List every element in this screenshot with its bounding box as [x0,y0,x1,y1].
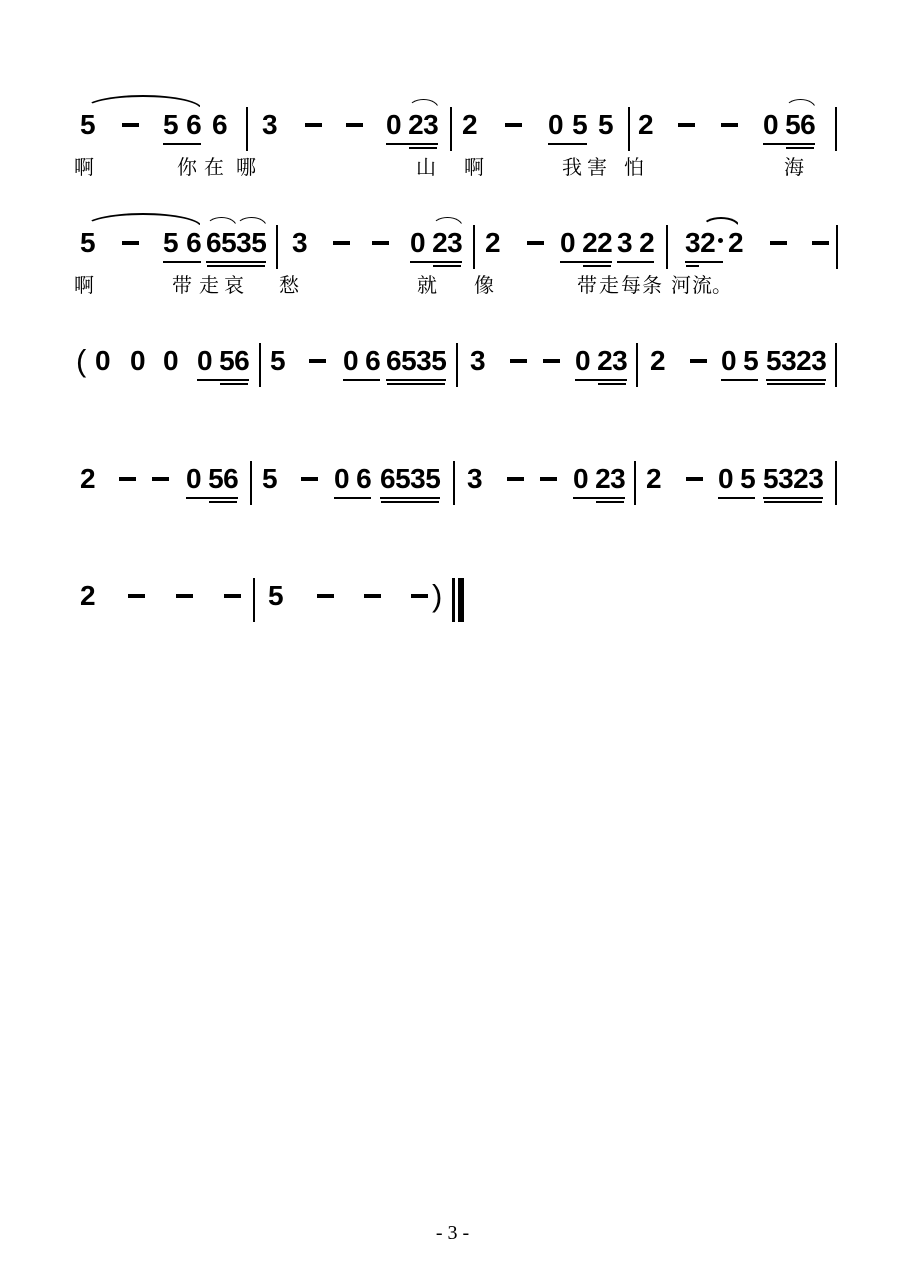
lyric-syllable: 害 [587,157,607,179]
beamed-group [206,228,266,258]
rest-dash [333,241,350,245]
rest-dash-beat [301,464,318,494]
note: 23 [432,227,463,258]
note: 2 [80,580,96,611]
barline [456,343,458,387]
beamed-group [163,228,201,258]
note: 5 [598,109,614,140]
lyric-syllable: 在 [204,157,224,179]
beamed-group [206,228,266,258]
barline [835,461,837,505]
note-spacer [201,487,208,488]
beamed-group [343,346,380,376]
rest-dash-beat [309,346,326,376]
note: 2 [650,345,666,376]
beamed-group [721,346,758,376]
score-line [0,578,905,691]
slurred-group [236,228,266,258]
note-group [560,228,612,258]
note-group [766,346,826,376]
note-spacer [778,133,785,134]
rest-dash [527,241,544,245]
note: 2 [462,109,478,140]
note-group [763,464,823,494]
note: 6 [186,109,202,140]
note-group [548,110,587,140]
note: 0 [718,463,734,494]
note: 6 [365,345,381,376]
beamed-group [582,228,612,258]
note-spacer [349,487,356,488]
beamed-group [410,228,462,258]
lyric-syllable: 河 [671,275,691,297]
barline [473,225,475,269]
note-group [197,346,249,376]
lyric-syllable: 愁 [279,275,299,297]
beamed-group [766,346,826,376]
note: 5323 [763,463,824,494]
rest-dash-beat [224,581,241,611]
note-spacer [590,369,597,370]
beamed-group [763,464,823,494]
note-spacer [588,487,595,488]
rest-dash-beat [543,346,560,376]
note-group [410,228,462,258]
note: 23 [597,345,628,376]
lyric-syllable: 条 [642,275,662,297]
slurred-group [432,228,462,258]
note: 0 [763,109,779,140]
barline [836,225,838,269]
rest-dash [364,594,381,598]
barline [835,343,837,387]
rest-dash [176,594,193,598]
rest-dash [372,241,389,245]
note: 3 [470,345,486,376]
rest-dash [812,241,829,245]
note: 0 [186,463,202,494]
note: 56 [785,109,816,140]
beamed-group [560,228,612,258]
note: 5 [572,109,588,140]
beamed-group [763,464,823,494]
beamed-group [186,464,238,494]
rest-dash-beat [346,110,363,140]
note-spacer [632,251,639,252]
lyric-syllable: 怕 [624,157,644,179]
note-group [386,110,438,140]
lyric-syllable: 啊 [464,157,484,179]
beamed-group [548,110,587,140]
barline [634,461,636,505]
note: 5 [163,227,179,258]
rest-dash-beat [721,110,738,140]
note-spacer [733,487,740,488]
rest-dash-beat [364,581,381,611]
note: 6535 [386,345,447,376]
note-group [386,346,446,376]
rest-dash [540,477,557,481]
rest-dash [346,123,363,127]
rest-dash [505,123,522,127]
rest-dash-beat [152,464,169,494]
note: 0 [334,463,350,494]
rest-dash [152,477,169,481]
rest-dash [128,594,145,598]
lyric-syllable: 山 [416,157,436,179]
rest-dash-beat [411,581,428,611]
duration-dot [718,238,723,243]
rest-dash [770,241,787,245]
note: 5 [80,109,96,140]
note-group [380,464,440,494]
score-line [0,110,905,220]
beamed-group [575,346,627,376]
beamed-group [685,228,723,258]
rest-dash-beat [678,110,695,140]
note: 2 [728,227,744,258]
rest-dash [543,359,560,363]
note: 0 [130,345,146,376]
note-spacer [178,133,186,134]
barline [250,461,252,505]
rest-dash-beat [770,228,787,258]
beamed-group [163,110,201,140]
note: 3 [292,227,308,258]
rest-dash [678,123,695,127]
barline [450,107,452,151]
barline [835,107,837,151]
note: 6 [212,109,228,140]
beamed-group [334,464,371,494]
note: 22 [582,227,613,258]
note: 6 [356,463,372,494]
note-group [575,346,627,376]
note-group [334,464,371,494]
rest-dash-beat [122,110,139,140]
beamed-group [208,464,238,494]
note-group [573,464,625,494]
lyric-syllable: 哪 [236,157,256,179]
beamed-group [597,346,627,376]
lyric-syllable: 带 [577,275,597,297]
rest-dash-beat [527,228,544,258]
rest-dash-beat [505,110,522,140]
rest-dash-beat [317,581,334,611]
score-line [0,464,905,574]
beamed-group [595,464,625,494]
lyric-syllable: 就 [417,275,437,297]
note: 5 [740,463,756,494]
note: 0 [548,109,564,140]
note: 5 [80,227,96,258]
barline [636,343,638,387]
note: 5 [268,580,284,611]
note-group [186,464,238,494]
note: 2 [485,227,501,258]
slurred-group [785,110,815,140]
close-paren: ) [432,578,442,613]
note: 0 [721,345,737,376]
beamed-group [718,464,755,494]
note-spacer [212,369,219,370]
rest-dash [309,359,326,363]
beamed-group [197,346,249,376]
note: 2 [638,109,654,140]
rest-dash-beat [128,581,145,611]
note: 2 [646,463,662,494]
rest-dash [224,594,241,598]
note-spacer [425,251,432,252]
rest-dash [721,123,738,127]
note: 0 [573,463,589,494]
lyric-syllable: 像 [474,275,494,297]
barline [253,578,255,622]
lyric-syllable: 走 [199,275,219,297]
rest-dash-beat [372,228,389,258]
note-spacer [358,369,365,370]
beamed-group [380,464,440,494]
note-group [206,228,266,258]
note: 5 [270,345,286,376]
rest-dash [305,123,322,127]
lyric-syllable: 海 [784,157,804,179]
barline [246,107,248,151]
rest-dash-beat [122,228,139,258]
rest-dash-beat [690,346,707,376]
slurred-group [206,228,236,258]
open-paren: ( [76,343,86,378]
note: 5 [262,463,278,494]
note-spacer [178,251,186,252]
note: 0 [560,227,576,258]
note: 23 [595,463,626,494]
beamed-group [380,464,440,494]
note: 35 [236,227,267,258]
beamed-group [685,228,700,258]
note-group [763,110,815,140]
beamed-group [617,228,654,258]
rest-dash-beat [540,464,557,494]
rest-dash [119,477,136,481]
final-barline [452,578,464,622]
rest-dash-beat [812,228,829,258]
beamed-group [386,346,446,376]
note-spacer [736,369,743,370]
page-number: - 3 - [435,1222,470,1244]
note: 5 [163,109,179,140]
note: 3 [617,227,633,258]
rest-dash [122,241,139,245]
rest-dash [507,477,524,481]
note-group [718,464,755,494]
score-line [0,343,905,456]
note: 3 [262,109,278,140]
note-spacer [401,133,408,134]
note: 5323 [766,345,827,376]
lyric-syllable: 走 [599,275,619,297]
rest-dash-beat [507,464,524,494]
note-group [343,346,380,376]
note: 3 [685,227,701,258]
rest-dash [510,359,527,363]
lyric-syllable: 我 [562,157,582,179]
note: 5 [743,345,759,376]
note: 0 [410,227,426,258]
note-spacer [563,133,572,134]
note: 3 [467,463,483,494]
beamed-group [386,346,446,376]
lyric-syllable: 哀 [224,275,244,297]
lyric-syllable: 每 [621,275,641,297]
beamed-group [386,110,438,140]
note: 65 [206,227,237,258]
note: 6 [186,227,202,258]
slurred-group [408,110,438,140]
note-group [685,228,723,258]
lyric-syllable: 你 [177,157,197,179]
note: 2 [80,463,96,494]
note-spacer [575,251,582,252]
note: 0 [163,345,179,376]
rest-dash-beat [176,581,193,611]
note: 56 [208,463,239,494]
barline [453,461,455,505]
rest-dash-beat [686,464,703,494]
note-group [721,346,758,376]
lyric-syllable: 啊 [74,157,94,179]
rest-dash-beat [305,110,322,140]
beamed-group [766,346,826,376]
slur [84,95,202,109]
beamed-group [573,464,625,494]
rest-dash [686,477,703,481]
barline [259,343,261,387]
note: 0 [386,109,402,140]
beamed-group [763,110,815,140]
note: 23 [408,109,439,140]
rest-dash [690,359,707,363]
note: 0 [197,345,213,376]
rest-dash-beat [510,346,527,376]
barline [276,225,278,269]
barline [666,225,668,269]
rest-dash-beat [333,228,350,258]
note-group [163,228,201,258]
rest-dash [411,594,428,598]
note-group [617,228,654,258]
score-line [0,228,905,338]
barline [628,107,630,151]
rest-dash [122,123,139,127]
note-group [163,110,201,140]
lyric-syllable: 啊 [74,275,94,297]
note: 0 [95,345,111,376]
rest-dash-beat [119,464,136,494]
lyric-syllable: 流。 [692,275,732,297]
rest-dash [317,594,334,598]
note: 0 [575,345,591,376]
note: 2 [700,227,716,258]
lyric-syllable: 带 [172,275,192,297]
note: 56 [219,345,250,376]
beamed-group [219,346,249,376]
note: 2 [639,227,655,258]
note: 0 [343,345,359,376]
note: 6535 [380,463,441,494]
rest-dash [301,477,318,481]
